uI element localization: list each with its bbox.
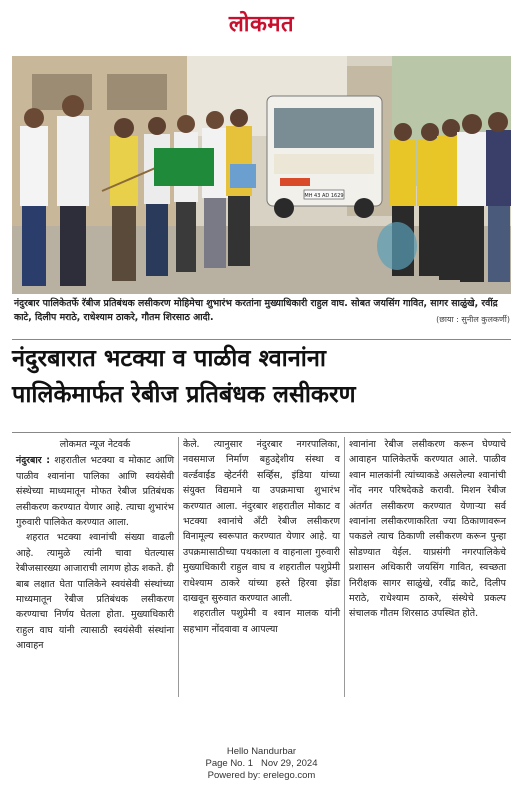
photo-credit: (छाया : सुनील कुलकर्णी) bbox=[436, 315, 510, 324]
page-info bbox=[0, 758, 523, 770]
vaccination-van bbox=[267, 96, 382, 218]
edition-name: Hello Nandurbar bbox=[226, 746, 297, 757]
divider bbox=[12, 432, 511, 433]
caption-text: नंदुरबार पालिकेतर्फे रॅबीज प्रतिबंधक लसीकरण मोहिमेचा शुभारंभ करतांना मुख्याधिकारी राहुल वाघ. सोबत जयसिंग गावित, सागर साळुंखे, रवींद्र काटे, दिलीप मराठे, राधेश्याम ठाकरे, गौतम शिरसाठ आदी. bbox=[14, 298, 498, 323]
paragraph-text: शहरातील भटक्या व मोकाट आणि पाळीव श्वानांना पालिका आणि स्वयंसेवी संस्थेच्या माध्यमातून मोफत रेबीज प्रतिबंधक लसीकरण करण्यात येणार आहे. त्याचा शुभारंभ गुरुवारी पालिकेत करण्यात आला. bbox=[16, 455, 174, 529]
headline bbox=[12, 340, 512, 412]
paragraph: श्वानांना रेबीज लसीकरण करून घेण्याचे आवाहन पालिकेतर्फे करण्यात आले. पाळीव श्वान मालकांनी त्यांच्याकडे असलेल्या श्वानांची नोंद नगर परिषदेकडे करावी. मिशन रेबीज अंतर्गत लसीकरण करण्यात येणाऱ्या सर्व श्वानांना लसीकरणाकरिता ज्या ठिकाणावरून पकडले त्याच ठिकाणी लसीकरण करून पुन्हा सोडण्यात येईल. याप्रसंगी नगरपालिकेचे प्रशासन अधिकारी जयसिंग गावित, स्वच्छता निरीक्षक सागर साळुंखे, रवींद्र काटे, दिलीप मराठे, राधेश्याम ठाकरे, संस्थेचे प्रकल्प संचालक गौतम शिरसाठ उपस्थित होते. bbox=[349, 439, 506, 620]
paragraph: केले. त्यानुसार नंदुरबार नगरपालिका, नवसमाज निर्माण बहुउद्देशीय संस्था व वर्ल्डवाईड व्हेटर्नरी सर्व्हिस, इंडिया यांच्या संयुक्त विद्यमाने या उपक्रमाचा शुभारंभ करण्यात आला. नंदुरबार शहरातील मोकाट व भटक्या श्वानांचे अँटी रेबीज लसीकरण विनामूल्य स्वरूपात करण्यात येणार आहे. या उपक्रमासाठीच्या पथकाला व वाहनाला गुरुवारी मुख्याधिकारी राहुल वाघ व शहरातील पशुप्रेमी राधेश्याम ठाकरे यांच्या हस्ते हिरवा झेंडा दाखवून सुरुवात करण्यात आली. bbox=[183, 439, 340, 605]
masthead-logo: लोकमत bbox=[228, 11, 295, 37]
volunteers-group-right bbox=[377, 112, 511, 282]
byline: लोकमत न्यूज नेटवर्क bbox=[59, 439, 131, 450]
article-column-1 bbox=[12, 437, 178, 697]
news-photo bbox=[12, 56, 511, 294]
article-column-2 bbox=[178, 437, 344, 697]
photo-illustration bbox=[12, 56, 511, 294]
headline-line-1: नंदुरबारात भटक्या व पाळीव श्वानांना bbox=[12, 344, 327, 372]
van-plate: MH 43 AD 1629 bbox=[304, 193, 344, 199]
article-body bbox=[12, 437, 512, 697]
headline-line-2: पालिकेमार्फत रेबीज प्रतिबंधक लसीकरण bbox=[12, 380, 356, 408]
paragraph: शहरात भटक्या श्वानांची संख्या वाढली आहे. त्यामुळे त्यांनी चावा घेतल्यास रेबीजसारख्या आजाराची लागण होऊ शकते. ही बाब लक्षात घेता पालिकेने स्वयंसेवी संस्थांच्या माध्यमातून रेबीज प्रतिबंधक लसीकरण करण्याचा निर्णय घेतला होता. मुख्याधिकारी राहुल वाघ यांनी त्यासाठी स्वयंसेवी संस्थांना आवाहन bbox=[16, 532, 174, 652]
page-footer bbox=[0, 746, 523, 782]
edition-date: Nov 29, 2024 bbox=[260, 758, 318, 769]
powered-by: Powered by: erelego.com bbox=[207, 770, 316, 781]
photo-caption bbox=[14, 297, 510, 327]
article-column-3 bbox=[344, 437, 510, 697]
masthead bbox=[0, 0, 523, 46]
paragraph bbox=[16, 453, 174, 530]
dateline: नंदुरबार : bbox=[16, 455, 50, 467]
paragraph: शहरातील पशुप्रेमी व श्वान मालक यांनी सहभाग नोंदवावा व आपल्या bbox=[183, 608, 340, 635]
page-number: Page No. 1 bbox=[205, 758, 254, 769]
